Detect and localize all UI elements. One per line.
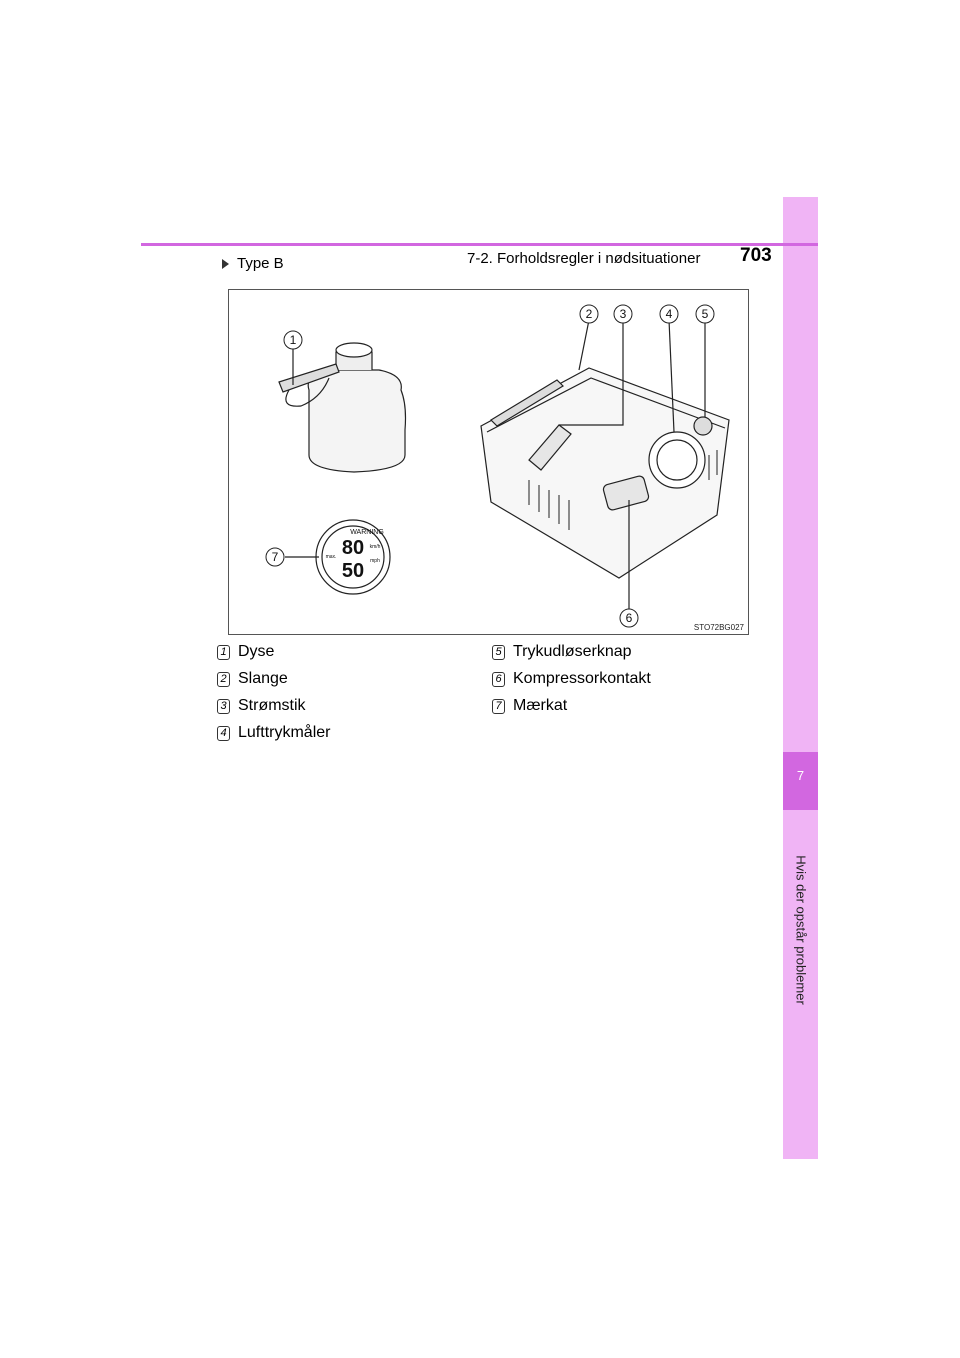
callout-label-3: 3: [619, 307, 627, 321]
legend-number: 5: [492, 645, 505, 660]
legend-number: 4: [217, 726, 230, 741]
page-number: 703: [740, 245, 772, 266]
header-divider: [141, 243, 818, 246]
sticker-unit-bottom: mph: [370, 558, 380, 564]
legend-label: Trykudløserknap: [513, 643, 632, 660]
callout-label-7: 7: [271, 550, 279, 564]
sticker-max-label: max.: [325, 554, 337, 560]
side-chapter-title: Hvis der opstår problemer: [793, 855, 809, 1005]
legend-label: Strømstik: [238, 697, 306, 714]
callout-label-2: 2: [585, 307, 593, 321]
kit-illustration: [229, 290, 748, 634]
legend-item-1: [217, 643, 274, 661]
sticker-unit-top: km/h: [369, 544, 381, 550]
legend-number: 3: [217, 699, 230, 714]
sticker-bottom-number: 50: [341, 560, 365, 582]
sticker-warning-text: WARNING: [350, 529, 384, 536]
header-section-title: 7-2. Forholdsregler i nødsituationer: [467, 250, 701, 267]
legend-item-5: [492, 643, 632, 661]
legend-label: Lufttrykmåler: [238, 724, 331, 741]
legend-number: 6: [492, 672, 505, 687]
legend-item-7: [492, 697, 567, 715]
callout-label-5: 5: [701, 307, 709, 321]
callout-label-6: 6: [625, 611, 633, 625]
legend-number: 7: [492, 699, 505, 714]
legend-number: 2: [217, 672, 230, 687]
type-heading: [222, 255, 284, 272]
figure-code: STO72BG027: [693, 623, 744, 632]
callout-label-4: 4: [665, 307, 673, 321]
sealant-bottle: [308, 370, 405, 472]
legend-label: Dyse: [238, 643, 275, 660]
legend-label: Mærkat: [513, 697, 568, 714]
callout-line: [579, 320, 589, 370]
legend-item-3: [217, 697, 306, 715]
bottle-cap: [336, 343, 372, 357]
legend-item-4: [217, 724, 330, 742]
legend-number: 1: [217, 645, 230, 660]
legend-item-6: [492, 670, 651, 688]
legend-label: Kompressorkontakt: [513, 670, 651, 687]
side-tab: [783, 197, 818, 1159]
legend-item-2: [217, 670, 288, 688]
side-chapter-number: 7: [796, 768, 805, 783]
figure-tire-repair-kit: [228, 289, 749, 635]
pressure-release-button: [694, 417, 712, 435]
type-label: Type B: [237, 255, 284, 272]
triangle-bullet-icon: [222, 259, 229, 269]
sticker-top-number: 80: [341, 537, 365, 559]
callout-label-1: 1: [289, 333, 297, 347]
legend-label: Slange: [238, 670, 288, 687]
